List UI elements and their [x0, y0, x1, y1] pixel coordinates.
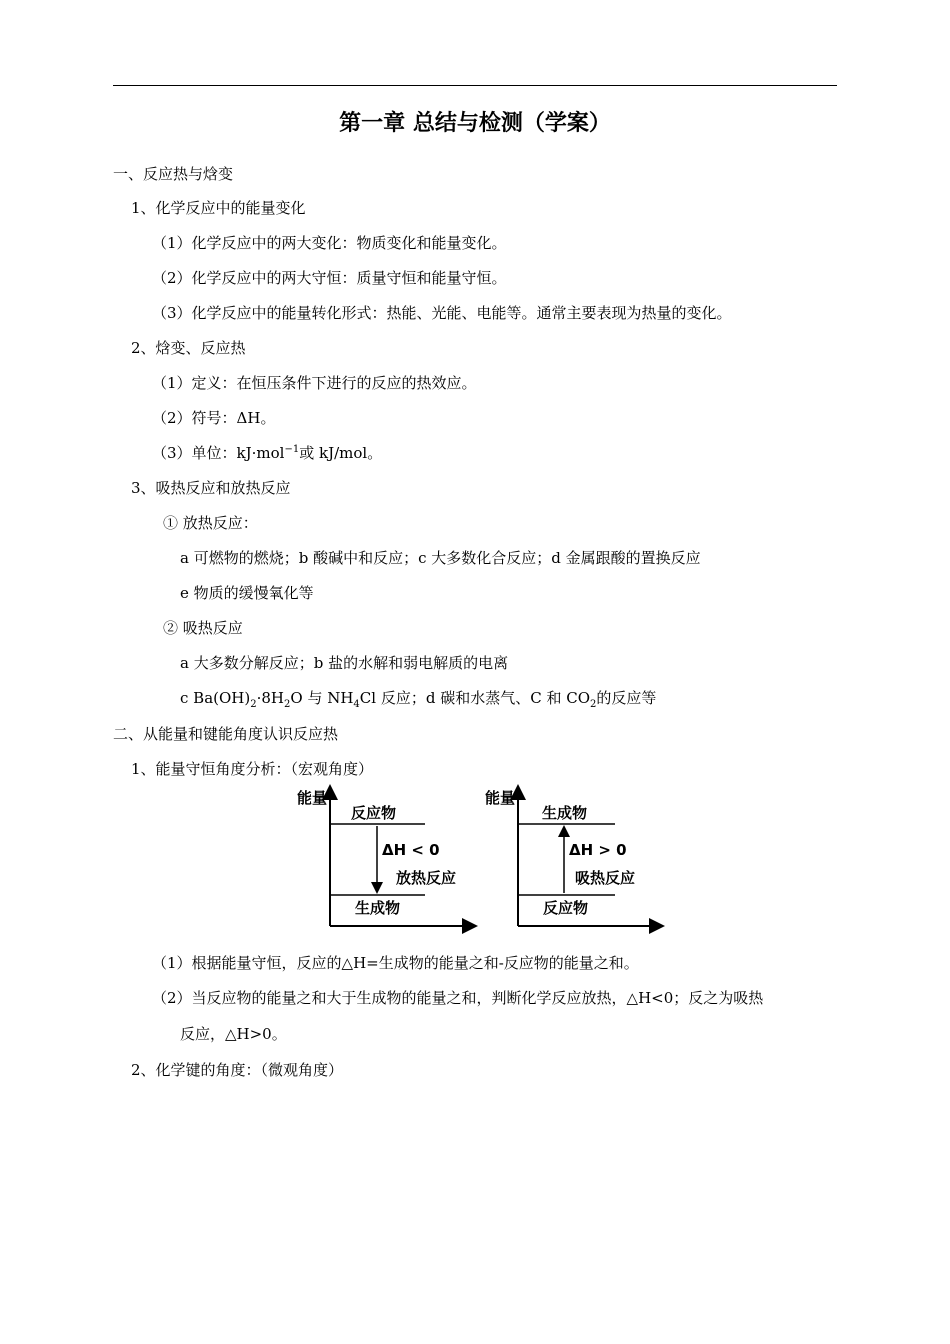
subsection-1-1-heading: 1、化学反应中的能量变化: [131, 199, 306, 217]
list-item: （2）符号：ΔH。: [152, 409, 276, 427]
reaction-type-label: 放热反应: [396, 869, 457, 887]
list-item: a 可燃物的燃烧；b 酸碱中和反应；c 大多数化合反应；d 金属跟酸的置换反应: [180, 549, 701, 567]
reactant-label: 反应物: [543, 899, 589, 917]
section-1-heading: 一、反应热与焓变: [113, 165, 234, 183]
axis-label: 能量: [485, 789, 516, 807]
exothermic-heading: ① 放热反应：: [163, 514, 258, 532]
product-label: 生成物: [355, 899, 401, 917]
list-item: （1）根据能量守恒，反应的△H=生成物的能量之和-反应物的能量之和。: [152, 954, 639, 972]
list-item: e 物质的缓慢氧化等: [180, 584, 314, 602]
axis-label: 能量: [297, 789, 328, 807]
exothermic-diagram: [297, 789, 470, 926]
endothermic-heading: ② 吸热反应: [163, 619, 243, 637]
list-item: （1）化学反应中的两大变化：物质变化和能量变化。: [152, 234, 507, 252]
product-label: 生成物: [542, 804, 588, 822]
delta-h-label: ΔH > 0: [569, 841, 627, 859]
unit-line: （3）单位：kJ·mol$^{-1}$或 kJ/mol。: [152, 444, 383, 462]
page-title: 第一章 总结与检测（学案）: [339, 111, 611, 136]
subsection-2-1-heading: 1、能量守恒角度分析：（宏观角度）: [131, 760, 374, 778]
endothermic-diagram: [485, 789, 657, 926]
formula-line: c $Ba(OH)_2\cdot 8H_2O$ 与 $NH_4Cl$ 反应；d 碳和水蒸气、C 和 $CO_2$的反应等: [180, 689, 657, 710]
subsection-2-2-heading: 2、化学键的角度：（微观角度）: [131, 1061, 344, 1079]
subsection-1-2-heading: 2、焓变、反应热: [131, 339, 246, 357]
list-item-continuation: 反应，△H>0。: [180, 1025, 287, 1043]
list-item: （1）定义：在恒压条件下进行的反应的热效应。: [152, 374, 477, 392]
list-item: （2）化学反应中的两大守恒：质量守恒和能量守恒。: [152, 269, 507, 287]
subsection-1-3-heading: 3、吸热反应和放热反应: [131, 479, 291, 497]
reactant-label: 反应物: [351, 804, 397, 822]
energy-diagram: [295, 784, 665, 934]
delta-h-label: ΔH < 0: [382, 841, 440, 859]
list-item: a 大多数分解反应；b 盐的水解和弱电解质的电离: [180, 654, 509, 672]
list-item: （3）化学反应中的能量转化形式：热能、光能、电能等。通常主要表现为热量的变化。: [152, 304, 732, 322]
section-2-heading: 二、从能量和键能角度认识反应热: [113, 725, 339, 743]
reaction-type-label: 吸热反应: [575, 869, 636, 887]
list-item: （2）当反应物的能量之和大于生成物的能量之和，判断化学反应放热，△H<0；反之为吸热: [152, 989, 764, 1007]
header-rule: [113, 85, 837, 86]
